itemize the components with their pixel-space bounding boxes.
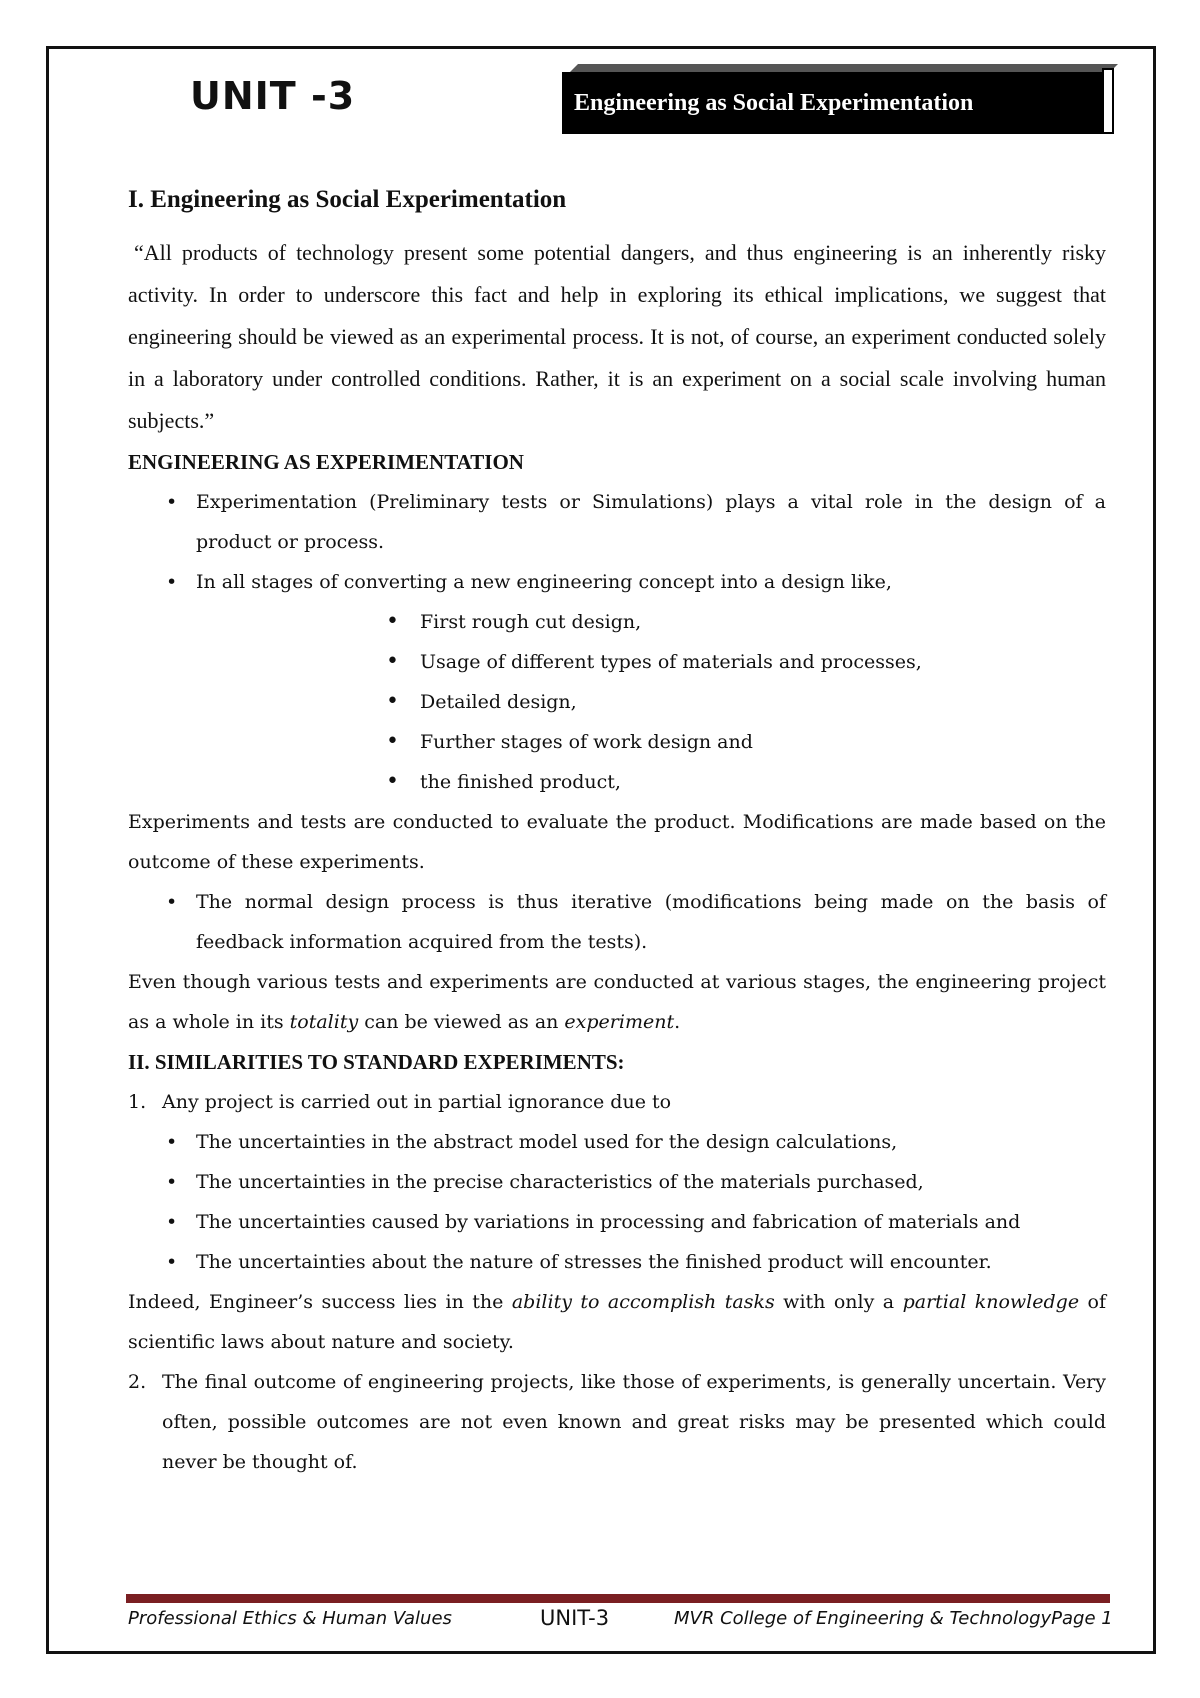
text-run: can be viewed as an <box>358 1011 565 1033</box>
text-run: with only a <box>774 1291 903 1313</box>
uncertainty-item: • The uncertainties about the nature of stresses the finished product will encounter. <box>196 1242 1106 1282</box>
item-text: Any project is carried out in partial ignorance due to <box>162 1091 672 1113</box>
totality-paragraph <box>128 962 1106 1042</box>
text-run: . <box>674 1011 681 1033</box>
evaluation-paragraph: Experiments and tests are conducted to evaluate the product. Modifications are made based on the outcome of these experiments. <box>128 811 1106 873</box>
item-text: The final outcome of engineering projects, like those of experiments, is generally uncertain. Very often, possible outcomes are not even known and great risks may be presented which could never be thought of. <box>162 1371 1106 1473</box>
banner-title: Engineering as Social Experimentation <box>562 72 1102 134</box>
list-item: • Experimentation (Preliminary tests or Simulations) plays a vital role in the design of a product or process. <box>196 482 1106 562</box>
footer-college-page: MVR College of Engineering & TechnologyPage 1 <box>674 1608 1113 1629</box>
similarities-list-continued <box>128 1362 1106 1482</box>
title-banner <box>562 72 1114 134</box>
footer-course-title: Professional Ethics & Human Values <box>128 1608 452 1629</box>
stage-item: • Usage of different types of materials and processes, <box>420 642 1106 682</box>
stage-item: • First rough cut design, <box>420 602 1106 642</box>
page-footer <box>128 1606 1113 1640</box>
footer-rule <box>126 1594 1110 1603</box>
uncertainties-list <box>128 1122 1106 1282</box>
stage-item: • Detailed design, <box>420 682 1106 722</box>
uncertainty-item: • The uncertainties in the abstract model used for the design calculations, <box>196 1122 1106 1162</box>
similarities-list <box>128 1082 1106 1122</box>
footer-unit: UNIT-3 <box>540 1606 610 1630</box>
success-paragraph <box>128 1282 1106 1362</box>
emphasis-totality: totality <box>289 1011 359 1033</box>
design-stages-list <box>128 602 1106 802</box>
banner-top-edge <box>570 64 1118 72</box>
uncertainty-item: • The uncertainties caused by variations in processing and fabrication of materials and <box>196 1202 1106 1242</box>
emphasis-partial-knowledge: partial knowledge <box>902 1291 1080 1313</box>
section-title-2: II. SIMILARITIES TO STANDARD EXPERIMENTS: <box>128 1050 625 1074</box>
iterative-list <box>128 882 1106 962</box>
stage-item: • the finished product, <box>420 762 1106 802</box>
experimentation-list <box>128 482 1106 602</box>
emphasis-ability: ability to accomplish tasks <box>511 1291 775 1313</box>
banner-side-edge <box>1102 68 1114 134</box>
list-item: • In all stages of converting a new engineering concept into a design like, <box>196 562 1106 602</box>
unit-heading: UNIT -3 <box>190 74 356 118</box>
section-title-1: I. Engineering as Social Experimentation <box>128 186 567 213</box>
text-run: Even though various tests and experiments are conducted at various stages, the engineering project as a whole in its <box>128 971 1106 1033</box>
intro-quote: “All products of technology present some potential dangers, and thus engineering is an inherently risky activity. In order to underscore this fact and help in exploring its ethical implications, we suggest that engineering should be viewed as an experimental process. It is not, of course, an experiment conducted solely in a laboratory under controlled conditions. Rather, it is an experiment on a social scale involving human subjects.” <box>128 240 1106 433</box>
item-number: 2. <box>128 1371 147 1393</box>
experimentation-heading: ENGINEERING AS EXPERIMENTATION <box>128 450 524 474</box>
emphasis-experiment: experiment <box>564 1011 675 1033</box>
item-number: 1. <box>128 1091 147 1113</box>
document-body <box>128 178 1106 1482</box>
text-run: Indeed, Engineer’s success lies in the <box>128 1291 512 1313</box>
numbered-item <box>128 1362 1106 1482</box>
text-run: of scientific laws about nature and society. <box>128 1291 1106 1353</box>
stage-item: • Further stages of work design and <box>420 722 1106 762</box>
uncertainty-item: • The uncertainties in the precise characteristics of the materials purchased, <box>196 1162 1106 1202</box>
numbered-item <box>128 1082 1106 1122</box>
list-item: • The normal design process is thus iterative (modifications being made on the basis of feedback information acquired from the tests). <box>196 882 1106 962</box>
